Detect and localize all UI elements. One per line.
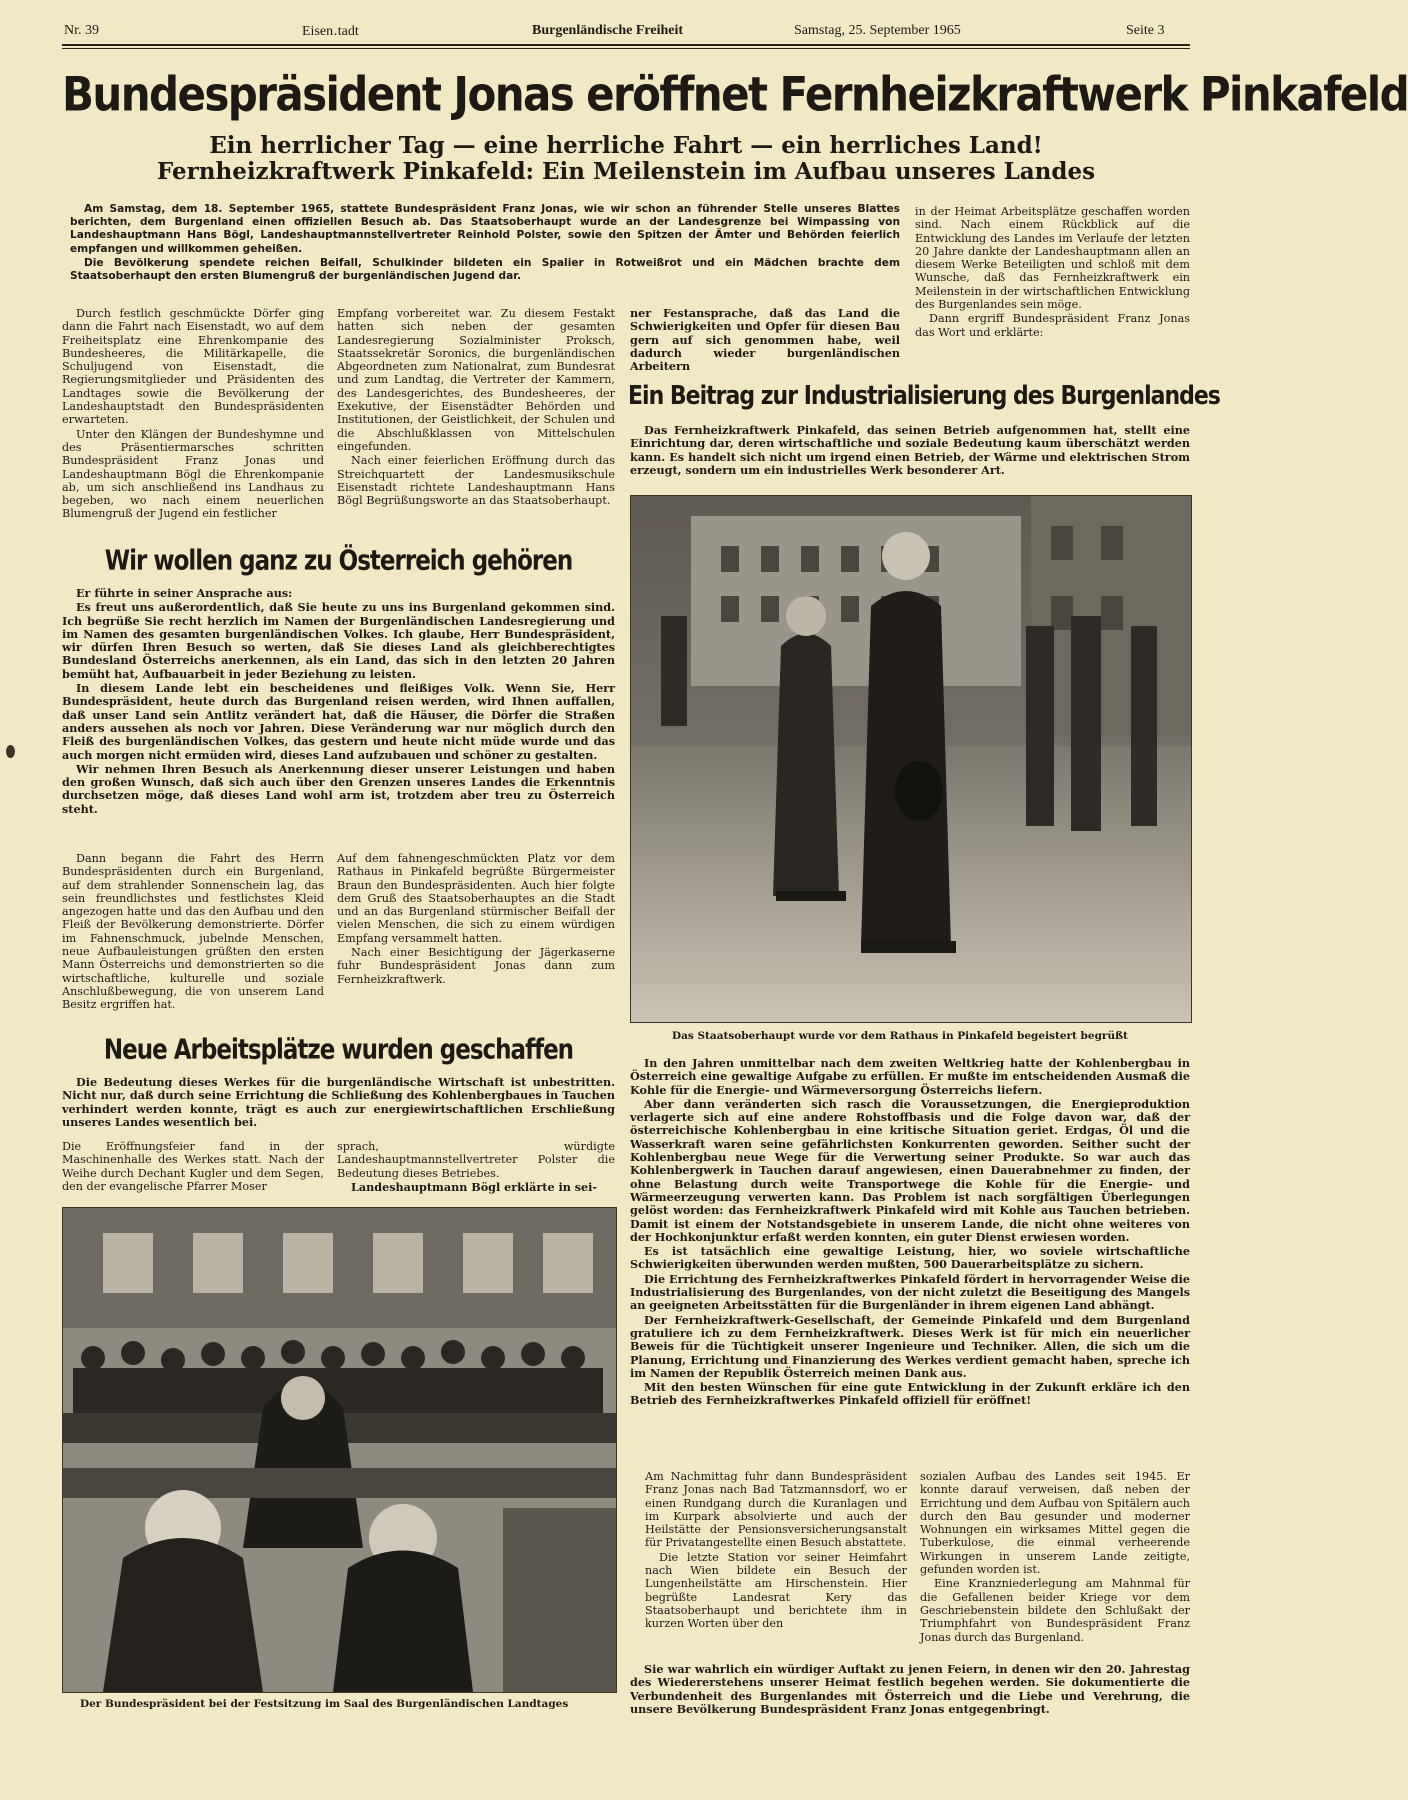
subheadline-2: Fernheizkraftwerk Pinkafeld: Ein Meilenstein im Aufbau unseres Landes	[156, 158, 1096, 185]
photo-rathaus	[630, 495, 1192, 1023]
place-name: Eisen․tadt	[302, 24, 359, 39]
paragraph: sprach, würdigte Landeshauptmannstellvertreter Polster die Bedeutung dieses Betriebes.	[337, 1140, 615, 1180]
speech-jonas	[630, 1057, 1190, 1409]
paragraph: Es freut uns außerordentlich, daß Sie heute zu uns ins Burgenland gekommen sind. Ich begrüße Sie recht herzlich im Namen der Burgenländischen Landesregierung und im Namen des gesamten burgenländischen Volkes. Ich glaube, Herr Bundespräsident, wir dürfen Ihren Besuch so werten, daß Sie dieses Land als gleichberechtigtes Bundesland Österreichs anerkennen, als ein Land, das sich in den letzten 20 Jahren bemüht hat, Aufbauarbeit in jeder Beziehung zu leisten.	[62, 600, 615, 681]
paragraph: Am Nachmittag fuhr dann Bundespräsident Franz Jonas nach Bad Tatzmannsdorf, wo er einen Rundgang durch die Kuranlagen und im Kurpark absolvierte und auch der Heilstätte der Pensionsversicherungsanstalt für Privatangestellte einen Besuch abstattete.	[645, 1470, 907, 1550]
running-head	[62, 20, 1190, 42]
paragraph: In den Jahren unmittelbar nach dem zweiten Weltkrieg hatte der Kohlenbergbau in Österreich eine gewaltige Aufgabe zu erfüllen. Er mußte im entscheidenden Ausmaß die Kohle für die Energie- und Wärmeversorgung Österreichs liefern.	[630, 1056, 1190, 1097]
section-heading-oesterreich: Wir wollen ganz zu Österreich gehören	[104, 545, 573, 577]
paragraph: ner Festansprache, daß das Land die Schwierigkeiten und Opfer für diesen Bau gern auf sich genommen habe, weil dadurch wieder burgenländischen Arbeitern	[630, 306, 900, 374]
photo-landtag	[62, 1207, 617, 1693]
article-column-1	[62, 307, 324, 522]
issue-number: Nr. 39	[64, 23, 99, 38]
lead-paragraph	[70, 203, 900, 284]
photo-rathaus-image	[631, 496, 1191, 1022]
paragraph: in der Heimat Arbeitsplätze geschaffen worden sind. Nach einem Rückblick auf die Entwicklung des Landes im Verlaufe der letzten 20 Jahre dankte der Landeshauptmann allen an diesem Werke Beteiligten und schloß mit dem Wunsche, daß das Fernheizkraftwerk ein Meilenstein in der wirtschaftlichen Entwicklung des Burgenlandes sein möge.	[915, 205, 1190, 312]
paragraph: Der Fernheizkraftwerk-Gesellschaft, der Gemeinde Pinkafeld und dem Burgenland gratuliere ich zu dem Fernheizkraftwerk. Dieses Werk ist für mich ein neuerlicher Beweis für die Tüchtigkeit unserer Ingenieure und Techniker. Allen, die sich um die Planung, Errichtung und Finanzierung des Werkes verdient gemacht haben, spreche ich im Namen der Republik Österreich meinen Dank aus.	[630, 1312, 1190, 1380]
speech-bloegl	[62, 587, 615, 817]
paragraph: Die Errichtung des Fernheizkraftwerkes Pinkafeld fördert in hervorragender Weise die Industrialisierung des Burgenlandes, von der nicht zuletzt die Beseitigung des Mangels an geeigneten Arbeitsstätten für die Burgenländer in ihrem eigenen Land abhängt.	[630, 1271, 1190, 1313]
paragraph: Die letzte Station vor seiner Heimfahrt nach Wien bildete ein Besuch der Lungenheilstätte am Hirschenstein. Hier begrüßte Landesrat Kery das Staatsoberhaupt und berichtete ihm in kurzen Worten über den	[645, 1550, 907, 1631]
paragraph: Empfang vorbereitet war. Zu diesem Festakt hatten sich neben der gesamten Landesregierung Sozialminister Proksch, Staatssekretär Soronics, die burgenländischen Abgeordneten zum Nationalrat, zum Bundesrat und zum Landtag, die Vertreter der Kammern, des Landesgerichtes, des Bundesheeres, der Exekutive, der Eisenstädter Behörden und Institutionen, der Geistlichkeit, der Schulen und die Abschlußklassen von Mittelschulen eingefunden.	[337, 307, 615, 453]
paragraph: Dann begann die Fahrt des Herrn Bundespräsidenten durch ein Burgenland, auf dem strahlender Sonnenschein lag, das sein freundlichstes und festlichstes Kleid angezogen hatte und das den Aufbau und den Fleiß der Bevölkerung demonstrierte. Dörfer im Fahnenschmuck, jubelnde Menschen, neue Aufbauleistungen grüßten den ersten Mann Österreichs und demonstrierten so die wirtschaftliche, kulturelle und soziale Anschlußbewegung, die von unserem Land Besitz ergriffen hat.	[62, 852, 324, 1012]
paragraph: Unter den Klängen der Bundeshymne und des Präsentiermarsches schritten Bundespräsident Franz Jonas und Landeshauptmann Bögl die Ehrenkompanie ab, um sich anschließend ins Landhaus zu begeben, wo nach einem neuerlichen Blumengruß der Jugend ein festlicher	[62, 427, 324, 521]
article-column-2	[337, 307, 615, 508]
lead-text-1: Am Samstag, dem 18. September 1965, stattete Bundespräsident Franz Jonas, wie wir schon an führender Stelle unseres Blattes berichten, dem Burgenland einen offiziellen Besuch ab. Das Staatsoberhaupt wurde an der Landesgrenze bei Wimpassing von Landeshauptmann Hans Bögl, Landeshauptmannstellvertreter Reinhold Polster, sowie den Spitzen der Ämter und Behörden feierlich empfangen und willkommen geheißen.	[70, 203, 900, 255]
paragraph: Dann ergriff Bundespräsident Franz Jonas das Wort und erklärte:	[915, 312, 1190, 339]
paragraph: Die Eröffnungsfeier fand in der Maschinenhalle des Werkes statt. Nach der Weihe durch Dechant Kugler und dem Segen, den der evangelische Pfarrer Moser	[62, 1140, 324, 1193]
subheadline: Ein herrlicher Tag — eine herrliche Fahrt — ein herrliches Land!	[209, 132, 1043, 159]
header-rule	[62, 44, 1190, 46]
section-beitrag-text	[630, 424, 1190, 478]
section-arbeit-lead	[62, 1076, 615, 1130]
paragraph: Nach einer Besichtigung der Jägerkaserne fuhr Bundespräsident Jonas dann zum Fernheizkraftwerk.	[337, 946, 615, 986]
paragraph: Das Fernheizkraftwerk Pinkafeld, das seinen Betrieb aufgenommen hat, stellt eine Einrichtung dar, deren wirtschaftliche und soziale Bedeutung kaum überschätzt werden kann. Es handelt sich nicht um irgend einen Betrieb, der Wärme und elektrischen Strom erzeugt, sondern um ein industrielles Werk besonderer Art.	[630, 423, 1190, 477]
photo-landtag-image	[63, 1208, 616, 1692]
article-column-5	[62, 852, 324, 1013]
article-column-8	[337, 1140, 615, 1195]
paragraph: Die Bedeutung dieses Werkes für die burgenländische Wirtschaft ist unbestritten. Nicht nur, daß durch seine Errichtung die Schließung des Kohlenbergbaues in Tauchen verhindert werden konnte, trägt es auch zur energiewirtschaftlichen Erschließung unseres Landes wesentlich bei.	[62, 1075, 615, 1129]
article-column-4	[915, 205, 1190, 340]
article-column-9	[645, 1470, 907, 1632]
article-column-6	[337, 852, 615, 987]
paragraph: Aber dann veränderten sich rasch die Voraussetzungen, die Energieproduktion verlagerte sich auf eine andere Rohstoffbasis und die Folge davon war, daß der österreichische Kohlenbergbau in eine kritische Situation geriet. Erdgas, Öl und die Wasserkraft waren seine gefährlichsten Konkurrenten geworden. Seither sucht der Kohlenbergbau neue Wege für die Verwertung seiner Produkte. So war auch das Kohlenbergwerk in Tauchen darauf angewiesen, einen Dauerabnehmer zu finden, der ohne Belastung durch weite Transportwege die Kohle für die Energie- und Wärmeerzeugung verwerten kann. Das Problem ist nach sorgfältigen Überlegungen gelöst worden: das Fernheizkraftwerk Pinkafeld wird mit Kohle aus Tauchen betrieben. Damit ist einem der Notstandsgebiete in unserem Lande, die nicht ohne weiteres von der Hochkonjunktur erfaßt werden konnten, ein guter Dienst erwiesen worden.	[630, 1096, 1190, 1244]
section-heading-beitrag: Ein Beitrag zur Industrialisierung des Burgenlandes	[628, 381, 1220, 412]
paragraph: Nach einer feierlichen Eröffnung durch das Streichquartett der Landesmusikschule Eisenstadt richtete Landeshauptmann Hans Bögl Begrüßungsworte an das Staatsoberhaupt.	[337, 454, 615, 508]
lead-text-2: Die Bevölkerung spendete reichen Beifall, Schulkinder bildeten ein Spalier in Rotweißrot und ein Mädchen brachte dem Staatsoberhaupt den ersten Blumengruß der burgenländischen Jugend dar.	[70, 256, 900, 283]
paragraph: Sie war wahrlich ein würdiger Auftakt zu jenen Feiern, in denen wir den 20. Jahrestag des Wiedererstehens unserer Heimat festlich begehen werden. Sie dokumentierte die Verbundenheit des Burgenlandes mit Österreich und die Liebe und Verehrung, die unsere Bevölkerung Bundespräsident Franz Jonas entgegenbringt.	[630, 1662, 1190, 1716]
article-column-10	[920, 1470, 1190, 1645]
binding-hole	[6, 745, 15, 758]
paragraph: Auf dem fahnengeschmückten Platz vor dem Rathaus in Pinkafeld begrüßte Bürgermeister Braun den Bundespräsidenten. Auch hier folgte dem Gruß des Staatsoberhauptes an die Stadt und an das Burgenland stürmischer Beifall der vielen Menschen, die sich zu einem würdigen Empfang versammelt hatten.	[337, 852, 615, 945]
page-number: Seite 3	[1126, 23, 1165, 38]
paragraph: Eine Kranzniederlegung am Mahnmal für die Gefallenen beider Kriege vor dem Geschriebenstein bildete den Schlußakt der Triumphfahrt von Bundespräsident Franz Jonas durch das Burgenland.	[920, 1577, 1190, 1644]
paragraph: Durch festlich geschmückte Dörfer ging dann die Fahrt nach Eisenstadt, wo auf dem Freiheitsplatz eine Ehrenkompanie des Bundesheeres, die Militärkapelle, die Schuljugend von Eisenstadt, die Regierungsmitglieder und Präsidenten des Landtages sowie die Bevölkerung der Landeshauptstadt den Bundespräsidenten erwarteten.	[62, 307, 324, 427]
article-column-7	[62, 1140, 324, 1194]
paragraph: Mit den besten Wünschen für eine gute Entwicklung in der Zukunft erkläre ich den Betrieb des Fernheizkraftwerkes Pinkafeld offiziell für eröffnet!	[630, 1380, 1190, 1408]
main-headline: Bundespräsident Jonas eröffnet Fernheizkraftwerk Pinkafeld	[62, 67, 1408, 122]
paragraph: Wir nehmen Ihren Besuch als Anerkennung dieser unserer Leistungen und haben den großen Wunsch, daß sich auch über den Grenzen unseres Landes die Erkenntnis durchsetzen möge, daß dieses Land wohl arm ist, trotzdem aber treu zu Österreich steht.	[62, 761, 615, 816]
photo-caption-bottom: Der Bundespräsident bei der Festsitzung im Saal des Burgenländischen Landtages	[80, 1698, 569, 1710]
paper-name: Burgenländische Freiheit	[532, 23, 684, 38]
paragraph: sozialen Aufbau des Landes seit 1945. Er konnte darauf verweisen, daß neben der Errichtung und dem Aufbau von Spitälern auch durch den Bau gesunder und moderner Wohnungen ein wirksames Mittel gegen die Tuberkulose, die einmal verheerende Wirkungen in unserem Lande zeitigte, gefunden worden ist.	[920, 1470, 1190, 1577]
closing-paragraph	[630, 1663, 1190, 1717]
paragraph: Landeshauptmann Bögl erklärte in sei-	[351, 1179, 598, 1194]
paragraph: Es ist tatsächlich eine gewaltige Leistung, hier, wo soviele wirtschaftliche Schwierigkeiten überwunden werden mußten, 500 Dauerarbeitsplätze zu sichern.	[630, 1244, 1190, 1272]
photo-caption-top: Das Staatsoberhaupt wurde vor dem Rathaus in Pinkafeld begeistert begrüßt	[672, 1030, 1128, 1042]
speech-intro: Er führte in seiner Ansprache aus:	[76, 586, 293, 600]
article-column-3	[630, 307, 900, 374]
paragraph: In diesem Lande lebt ein bescheidenes und fleißiges Volk. Wenn Sie, Herr Bundespräsident, heute durch das Burgenland reisen werden, wird Ihnen auffallen, daß unser Land sein Antlitz verändert hat, daß die Häuser, die Dörfer die Straßen anders aussehen als noch vor Jahren. Diese Veränderung war nur möglich durch den Fleiß des burgenländischen Volkes, das gestern und heute nicht müde wurde und das auch morgen nicht ermüden wird, dieses Land aufzubauen und schöner zu gestalten.	[62, 681, 615, 762]
issue-date: Samstag, 25. September 1965	[794, 23, 961, 38]
section-heading-arbeit: Neue Arbeitsplätze wurden geschaffen	[103, 1034, 574, 1066]
header-rule-thin	[62, 48, 1190, 49]
